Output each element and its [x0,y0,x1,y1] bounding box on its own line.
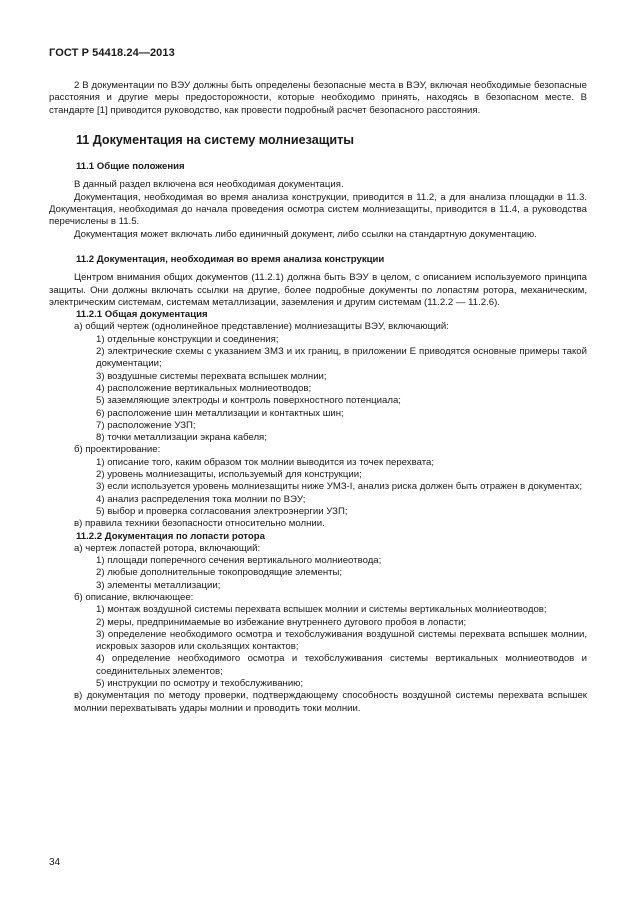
list-item: 1) описание того, каким образом ток молнии выводится из точек перехвата; [96,456,435,468]
list-item: в) правила техники безопасности относительно молнии. [74,518,325,530]
list-item: 7) расположение УЗП; [96,419,196,431]
list-item: 3) элементы металлизации; [96,579,221,591]
list-item: 1) монтаж воздушной системы перехвата вспышек молнии и системы вертикальных молниеотводов; [96,604,547,616]
list-item: 5) выбор и проверка согласования электроэнергии УЗП; [96,505,348,517]
list-item: 3) определение необходимого осмотра и техобслуживания воздушной системы перехвата вспышек молнии, искровых зазоров или скользящих контактов; [96,628,587,653]
list-item: 4) определение необходимого осмотра и техобслуживания системы вертикальных молниеотводов и соединительных элементов; [96,653,587,677]
clause-title-11-2-2: 11.2.2 Документация по лопасти ротора [76,530,265,542]
subsection-title-11-2: 11.2 Документация, необходимая во время анализа конструкции [76,253,385,265]
running-header: ГОСТ Р 54418.24—2013 [49,47,175,59]
list-item: 2) любые дополнительные токопроводящие элементы; [96,567,343,579]
subsection-title-11-1: 11.1 Общие положения [76,161,185,173]
list-item: 2) меры, предпринимаемые во избежание внутреннего дугового пробоя в лопасти; [96,616,467,628]
list-item: 4) анализ распределения тока молнии по ВЭУ; [96,493,306,505]
list-item: 3) воздушные системы перехвата вспышек молнии; [96,370,327,382]
list-item: б) проектирование: [74,444,161,456]
paragraph: Документация, необходимая во время анализа конструкции, приводится в 11.2, а для анализа площадки в 11.3. Документация, необходимая до начала проведения осмотра систем молниезащиты, приводится в 11.4, а руководства перечислены в 11.5. [49,191,587,228]
clause-title-11-2-1: 11.2.1 Общая документация [76,309,208,321]
list-item: 5) заземляющие электроды и контроль поверхностного потенциала; [96,395,401,407]
list-item: 6) расположение шин металлизации и контактных шин; [96,407,344,419]
paragraph: Центром внимания общих документов (11.2.1) должна быть ВЭУ в целом, с описанием используемого принципа защиты. Они должны включать ссылки на другие, более подробные документы по лопастям ротора, механическим, электрическим системам, системам металлизации, заземления и другим системам (11.2.2 — 11.2.6). [49,272,587,308]
paragraph: Документация может включать либо единичный документ, либо ссылки на стандартную документацию. [74,228,537,240]
list-item: в) документация по методу проверки, подтверждающему способность воздушной системы перехвата вспышек молнии перехватывать удары молнии и проводить токи молнии. [74,690,587,714]
list-item: б) описание, включающее: [74,591,194,603]
list-item: а) общий чертеж (однолинейное представление) молниезащиты ВЭУ, включающий: [74,321,449,333]
list-item: а) чертеж лопастей ротора, включающий: [74,542,261,554]
list-item: 1) площади поперечного сечения вертикального молниеотвода; [96,555,382,567]
section-title: 11 Документация на систему молниезащиты [76,132,354,147]
paragraph: В данный раздел включена вся необходимая документация. [74,179,344,191]
list-item: 8) точки металлизации экрана кабеля; [96,432,267,444]
list-item: 3) если используется уровень молниезащиты ниже УМЗ-I, анализ риска должен быть отражен в документах; [96,481,583,493]
list-item: 2) уровень молниезащиты, используемый для конструкции; [96,469,362,481]
list-item: 4) расположение вертикальных молниеотводов; [96,382,312,394]
list-item: 1) отдельные конструкции и соединения; [96,333,279,345]
list-item: 2) электрические схемы с указанием ЗМЗ и их границ, в приложении Е приводятся основные примеры такой документации; [96,346,587,370]
intro-note: 2 В документации по ВЭУ должны быть определены безопасные места в ВЭУ, включая необходимые безопасные расстояния и другие меры предосторожности, которые необходимо принять, находясь в безопасном месте. В стандарте [1] приводится руководство, как провести подробный расчет безопасного расстояния. [49,80,587,116]
page-body [49,80,587,715]
page-number: 34 [49,857,61,868]
list-item: 5) инструкции по осмотру и техобслуживанию; [96,678,304,690]
